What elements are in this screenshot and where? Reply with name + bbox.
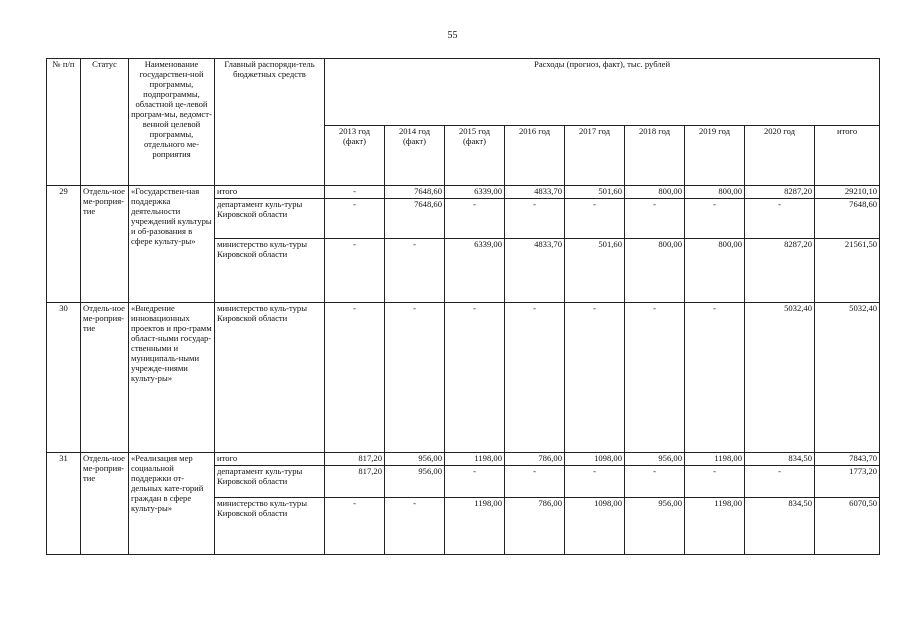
header-year: 2016 год — [505, 126, 565, 186]
row-value: - — [445, 198, 505, 238]
header-year: 2019 год — [685, 126, 745, 186]
row-value: 786,00 — [505, 497, 565, 554]
header-year: 2017 год — [565, 126, 625, 186]
row-total: 5032,40 — [815, 302, 880, 452]
row-value: - — [565, 465, 625, 497]
row-value: 817,20 — [325, 452, 385, 465]
row-value: - — [385, 238, 445, 302]
row-status: Отдель-ное ме-роприя-тие — [81, 452, 129, 554]
row-value: 1198,00 — [445, 452, 505, 465]
row-executor: министерство куль-туры Кировской области — [215, 238, 325, 302]
row-value: 6339,00 — [445, 238, 505, 302]
row-status: Отдель-ное ме-роприя-тие — [81, 302, 129, 452]
row-value: - — [445, 302, 505, 452]
row-value: 834,50 — [745, 497, 815, 554]
row-value: - — [385, 302, 445, 452]
row-number: 31 — [47, 452, 81, 554]
header-executor: Главный распоряди-тель бюджетных средств — [215, 59, 325, 186]
row-value: - — [325, 238, 385, 302]
table-row — [47, 186, 880, 199]
row-value: 1098,00 — [565, 452, 625, 465]
row-total: 7843,70 — [815, 452, 880, 465]
row-value: - — [565, 198, 625, 238]
budget-table — [46, 58, 880, 555]
row-total: 1773,20 — [815, 465, 880, 497]
row-value: 7648,60 — [385, 186, 445, 199]
row-executor: министерство куль-туры Кировской области — [215, 302, 325, 452]
row-total: 7648,60 — [815, 198, 880, 238]
row-value: 956,00 — [625, 497, 685, 554]
row-executor: департамент куль-туры Кировской области — [215, 198, 325, 238]
header-year: 2013 год (факт) — [325, 126, 385, 186]
row-value: - — [625, 302, 685, 452]
row-executor: итого — [215, 186, 325, 199]
row-value: - — [505, 198, 565, 238]
row-value: 800,00 — [625, 238, 685, 302]
row-total: 21561,50 — [815, 238, 880, 302]
header-expenses: Расходы (прогноз, факт), тыс. рублей — [325, 59, 880, 126]
header-total: итого — [815, 126, 880, 186]
row-executor: итого — [215, 452, 325, 465]
row-name: «Государствен-ная поддержка деятельности учреждений культуры и об-разования в сфере культу-ры» — [129, 186, 215, 303]
header-year: 2014 год (факт) — [385, 126, 445, 186]
row-value: 7648,60 — [385, 198, 445, 238]
row-executor: министерство куль-туры Кировской области — [215, 497, 325, 554]
row-value: - — [745, 198, 815, 238]
row-value: - — [325, 497, 385, 554]
row-value: 786,00 — [505, 452, 565, 465]
row-value: - — [685, 465, 745, 497]
row-value: - — [625, 198, 685, 238]
row-number: 29 — [47, 186, 81, 303]
row-total: 29210,10 — [815, 186, 880, 199]
row-value: - — [325, 198, 385, 238]
row-value: 956,00 — [385, 452, 445, 465]
table-row — [47, 452, 880, 465]
row-value: 1198,00 — [685, 497, 745, 554]
row-executor: департамент куль-туры Кировской области — [215, 465, 325, 497]
row-value: 501,60 — [565, 238, 625, 302]
row-name: «Внедрение инновационных проектов и про-грамм област-ными государ-ственными и муниципаль-ными учрежде-ниями культу-ры» — [129, 302, 215, 452]
header-name: Наименование государствен-ной программы, подпрограммы, областной це-левой програм-мы, ведомст-венной целевой программы, отдельного ме-роприятия — [129, 59, 215, 186]
row-value: - — [325, 186, 385, 199]
row-value: 1198,00 — [685, 452, 745, 465]
row-value: 1098,00 — [565, 497, 625, 554]
row-value: 956,00 — [385, 465, 445, 497]
row-value: 817,20 — [325, 465, 385, 497]
row-value: - — [325, 302, 385, 452]
row-value: 4833,70 — [505, 238, 565, 302]
row-value: - — [685, 302, 745, 452]
row-value: 5032,40 — [745, 302, 815, 452]
row-value: 956,00 — [625, 452, 685, 465]
table-row — [47, 302, 880, 452]
row-value: - — [565, 302, 625, 452]
header-year: 2018 год — [625, 126, 685, 186]
row-value: 4833,70 — [505, 186, 565, 199]
row-value: - — [505, 465, 565, 497]
header-year: 2015 год (факт) — [445, 126, 505, 186]
row-total: 6070,50 — [815, 497, 880, 554]
row-value: 800,00 — [625, 186, 685, 199]
row-value: - — [745, 465, 815, 497]
row-value: 8287,20 — [745, 238, 815, 302]
row-value: 834,50 — [745, 452, 815, 465]
row-value: 6339,00 — [445, 186, 505, 199]
row-value: - — [385, 497, 445, 554]
row-value: - — [505, 302, 565, 452]
row-value: - — [445, 465, 505, 497]
header-status: Статус — [81, 59, 129, 186]
row-value: - — [625, 465, 685, 497]
row-name: «Реализация мер социальной поддержки от-дельных кате-горий граждан в сфере культу-ры» — [129, 452, 215, 554]
row-status: Отдель-ное ме-роприя-тие — [81, 186, 129, 303]
row-value: - — [685, 198, 745, 238]
row-value: 8287,20 — [745, 186, 815, 199]
header-row — [47, 59, 880, 126]
header-num: № п/п — [47, 59, 81, 186]
row-value: 800,00 — [685, 238, 745, 302]
row-value: 1198,00 — [445, 497, 505, 554]
row-value: 501,60 — [565, 186, 625, 199]
row-number: 30 — [47, 302, 81, 452]
page-number: 55 — [447, 30, 458, 41]
header-year: 2020 год — [745, 126, 815, 186]
row-value: 800,00 — [685, 186, 745, 199]
